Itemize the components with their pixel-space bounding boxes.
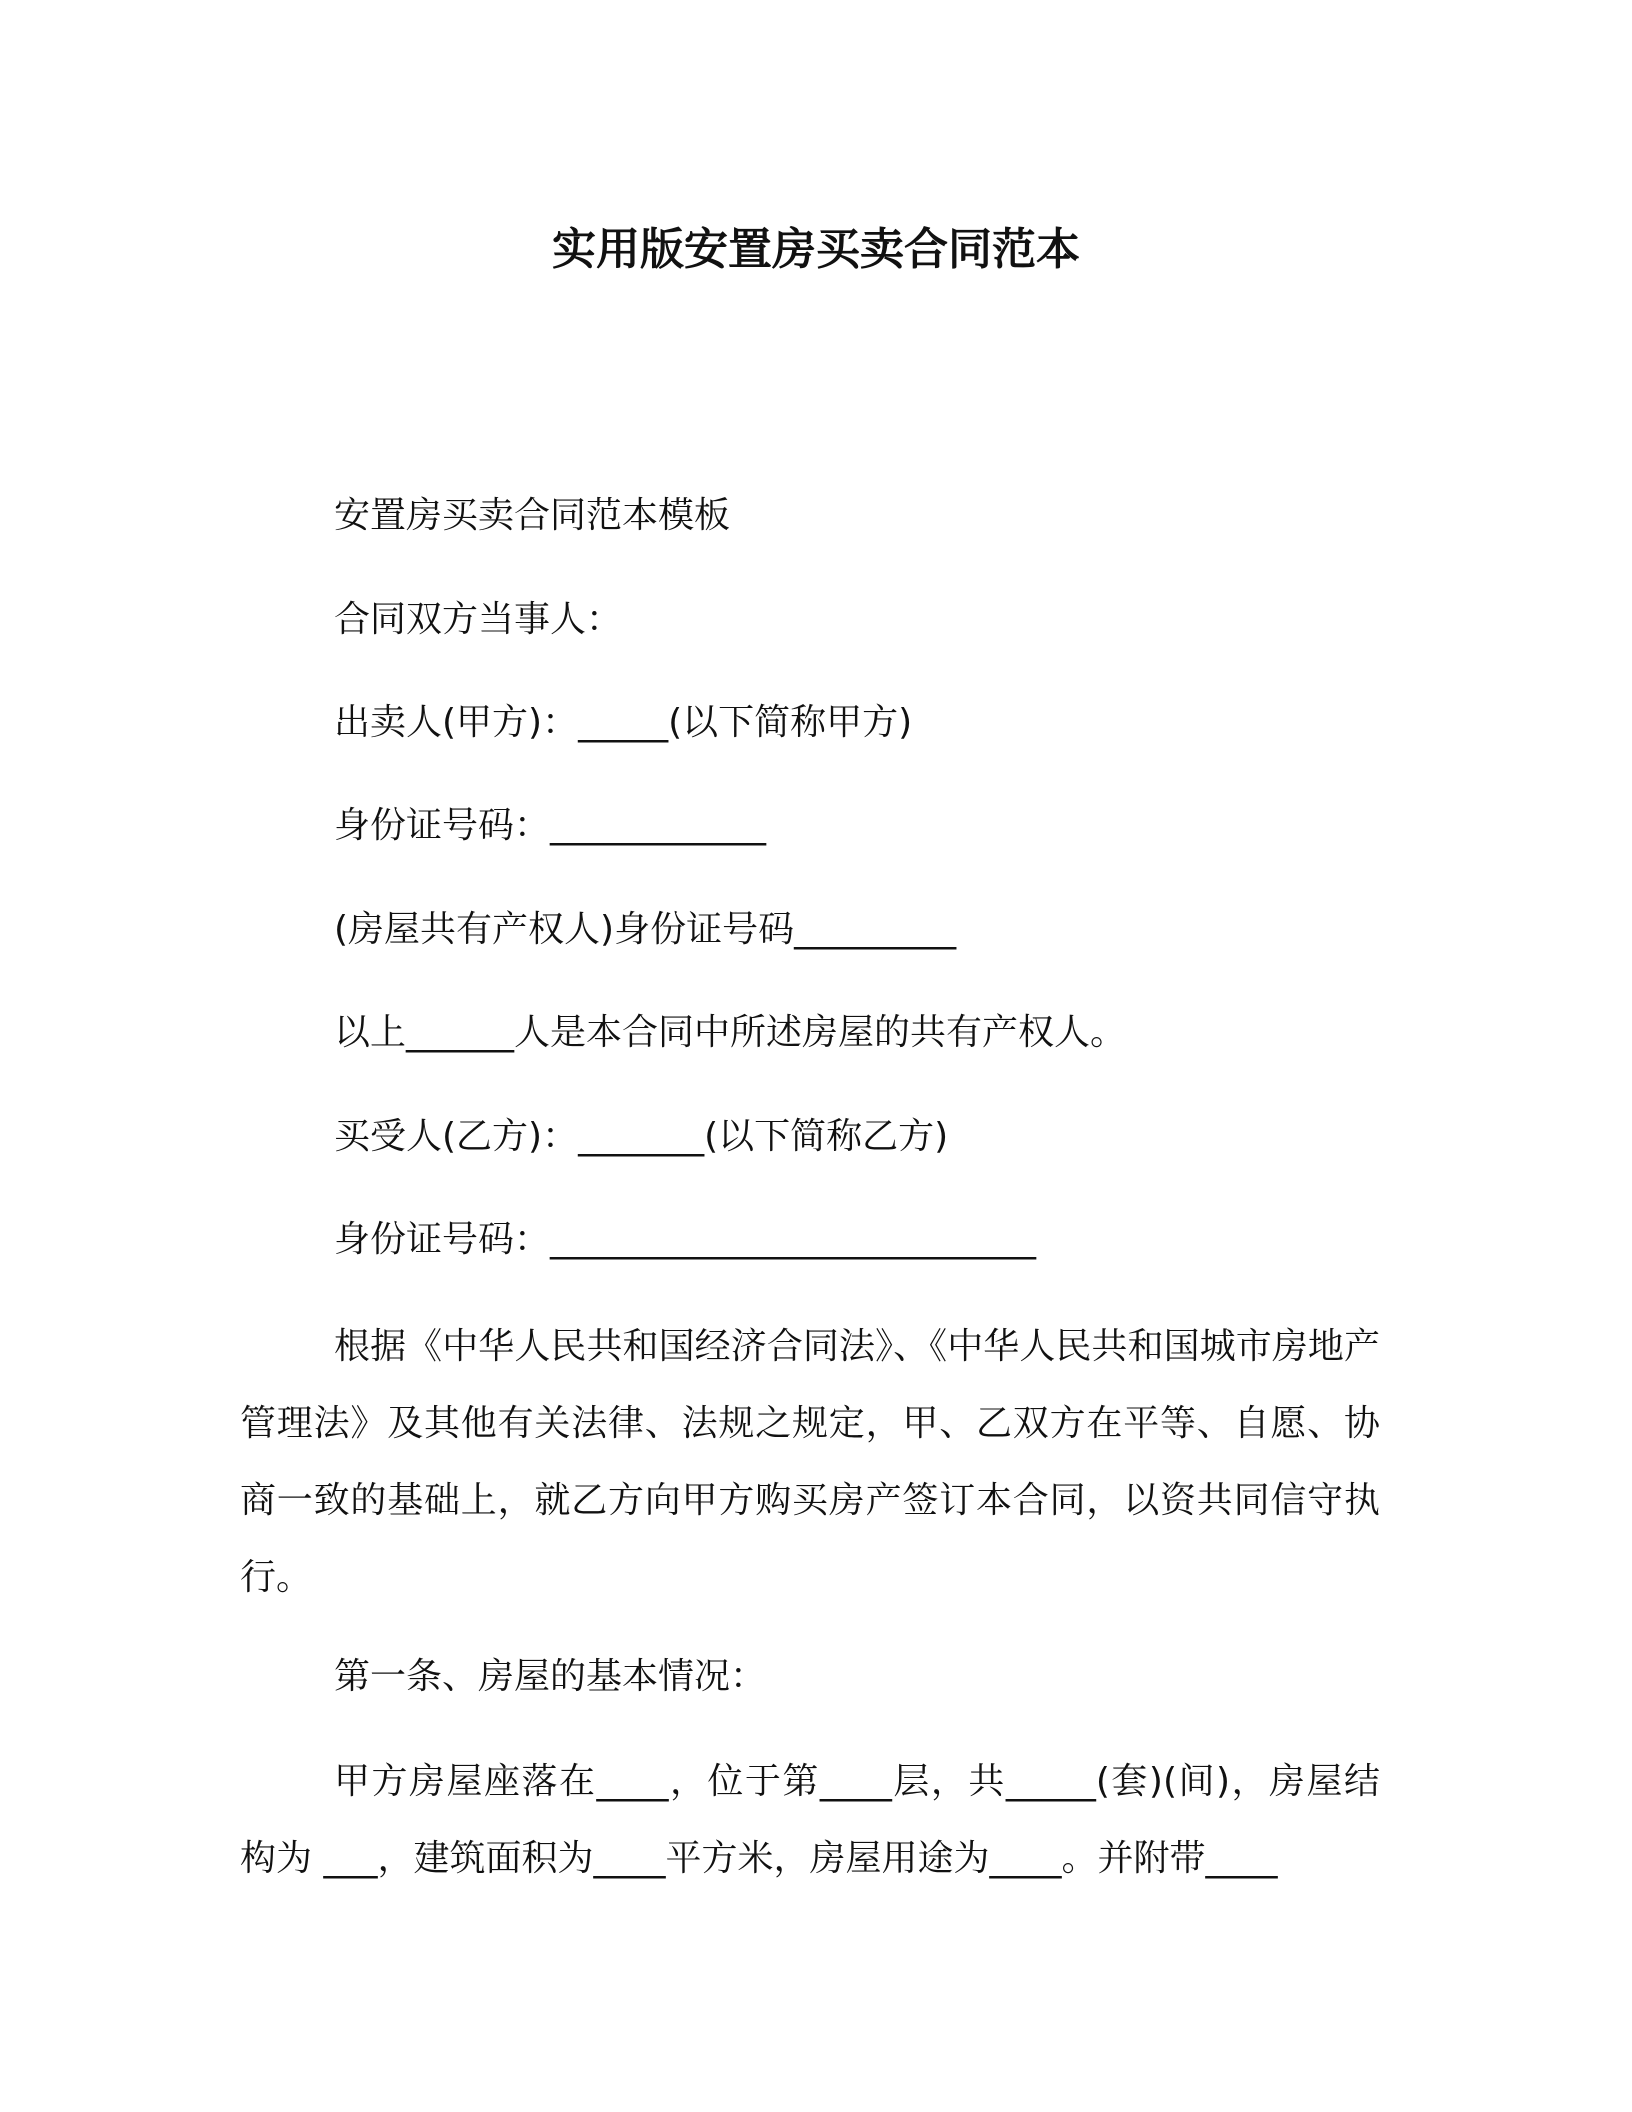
seller-line: 出卖人(甲方)：_____(以下简称甲方) bbox=[334, 702, 913, 743]
buyer-id-line: 身份证号码：___________________________ bbox=[334, 1219, 1037, 1260]
seller-id-line: 身份证号码：____________ bbox=[334, 805, 767, 846]
parties-heading: 合同双方当事人： bbox=[334, 599, 623, 640]
document-title: 实用版安置房买卖合同范本 bbox=[552, 224, 1080, 275]
house-info-paragraph: 甲方房屋座落在____，位于第____层，共_____(套)(间)，房屋结构为 ___，建筑面积为____平方米，房屋用途为____。并附带____ bbox=[240, 1761, 1380, 1879]
article-1-heading: 第一条、房屋的基本情况： bbox=[334, 1656, 767, 1697]
co-owner-id-line: (房屋共有产权人)身份证号码_________ bbox=[334, 909, 957, 950]
legal-basis-paragraph: 根据《中华人民共和国经济合同法》、《中华人民共和国城市房地产管理法》及其他有关法律、法规之规定，甲、乙双方在平等、自愿、协商一致的基础上，就乙方向甲方购买房产签订本合同，以资共同信守执行。 bbox=[240, 1326, 1380, 1598]
co-owner-count-line: 以上______人是本合同中所述房屋的共有产权人。 bbox=[334, 1012, 1127, 1053]
buyer-line: 买受人(乙方)：_______(以下简称乙方) bbox=[334, 1116, 949, 1157]
subtitle-line: 安置房买卖合同范本模板 bbox=[334, 495, 731, 536]
